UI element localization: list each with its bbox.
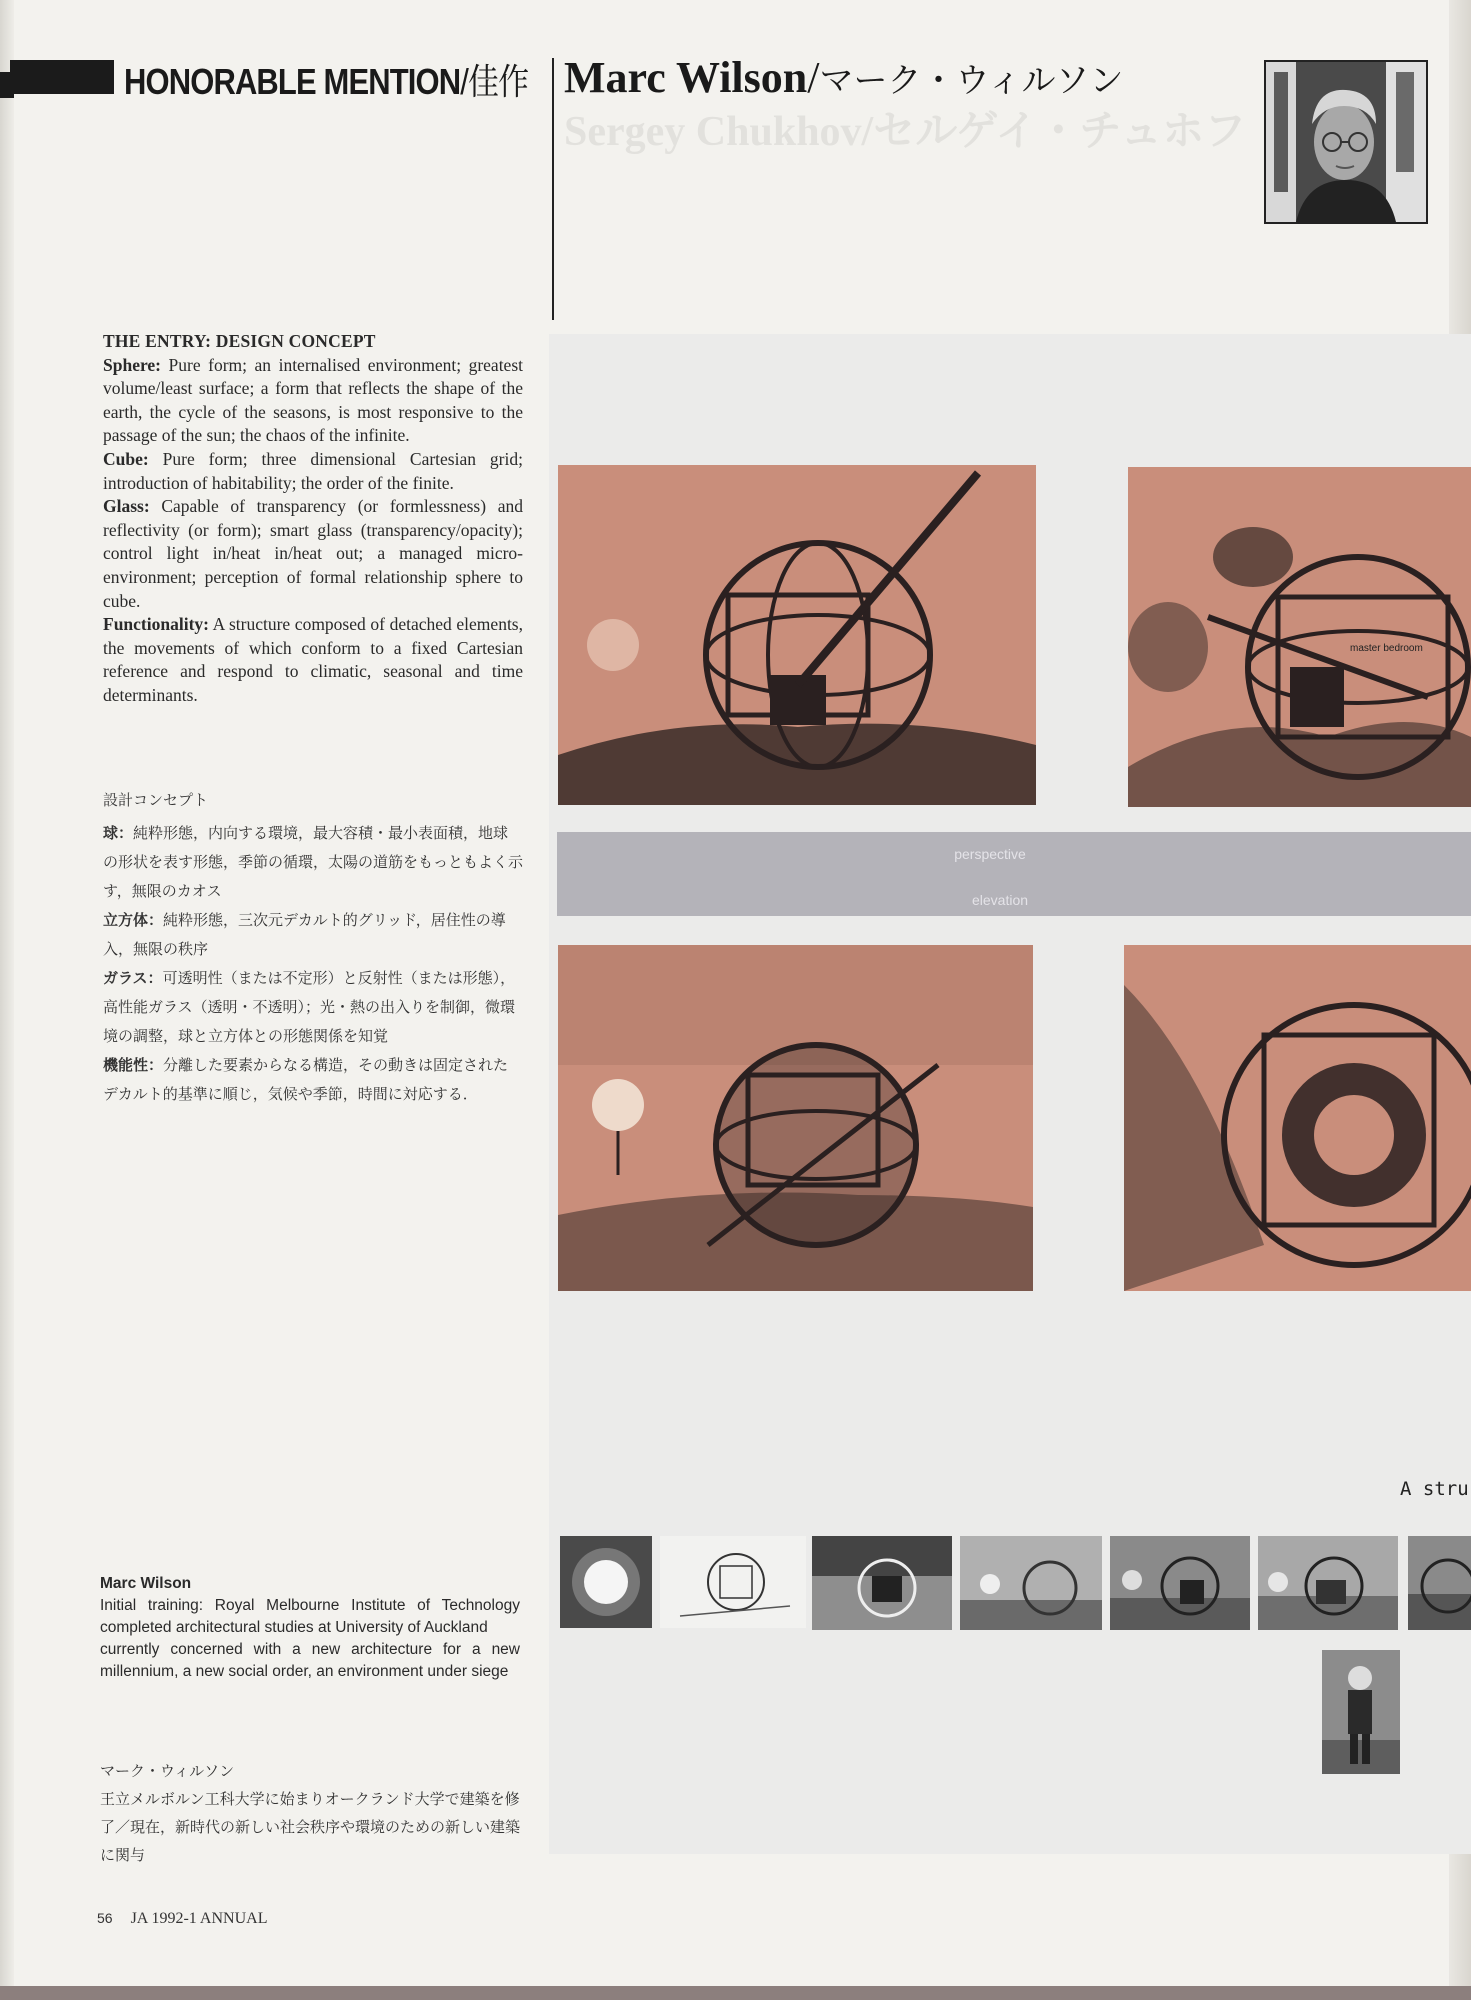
thumb-person	[1322, 1650, 1400, 1774]
concept-jp-text: 純粋形態，内向する環境，最大容積・最小表面積，地球の形状を表す形態，季節の循環，太陽の道筋をもっともよく示す，無限のカオス	[103, 824, 524, 900]
header-black-bar	[10, 60, 114, 94]
label-perspective: perspective	[954, 846, 1026, 862]
award-jp: 佳作	[468, 61, 529, 102]
page-binding-edge	[0, 0, 14, 2000]
bio-training: Initial training: Royal Melbourne Institute of Technology completed architectural studies at University of Auckland	[100, 1597, 520, 1636]
author-bio-en	[100, 1573, 520, 1683]
concept-term: Functionality:	[103, 614, 209, 635]
concept-jp-term: 機能性：	[103, 1056, 164, 1074]
concept-text: Pure form; three dimensional Cartesian grid; introduction of habitability; the order of the finite.	[103, 448, 523, 493]
page-bottom-edge	[0, 1986, 1471, 2000]
author-separator: /	[807, 53, 820, 102]
concept-jp-term: 立方体：	[103, 911, 164, 929]
page-folio	[97, 1910, 267, 1928]
thumb-photo-1	[812, 1536, 952, 1630]
author-jp: マーク・ウィルソン	[819, 61, 1124, 101]
concept-jp-text: 分離した要素からなる構造，その動きは固定されたデカルト的基準に順じ，気候や季節，時間に対応する．	[103, 1056, 509, 1103]
design-concept-en	[103, 330, 523, 708]
concept-jp-cube	[103, 906, 523, 964]
author-title	[564, 52, 1123, 103]
thumb-sun	[560, 1536, 652, 1628]
concept-text: A structure composed of detached elements, the movements of which conform to a fixed Cartesian reference and respond to climatic, seasonal and time determinants.	[103, 614, 523, 705]
page-number: 56	[97, 1910, 113, 1926]
concept-title: THE ENTRY: DESIGN CONCEPT	[103, 331, 376, 351]
concept-text: Capable of transparency (or formlessness) and reflectivity (or form); smart glass (transparency/opacity); control light in/heat in/heat out; a managed micro-environment; perception of formal relationship sphere to cube.	[103, 496, 523, 611]
award-separator: /	[460, 61, 469, 102]
concept-jp-sphere	[103, 819, 523, 906]
elevation-photo-2	[1124, 945, 1471, 1291]
publication-name: JA 1992-1 ANNUAL	[130, 1910, 268, 1927]
bio-current: currently concerned with a new architecture for a new millennium, a new social order, an environment under siege	[100, 1641, 520, 1680]
elevation-photo-1	[558, 945, 1033, 1291]
thumb-sketch	[660, 1536, 806, 1628]
bio-jp-text: 王立メルボルン工科大学に始まりオークランド大学で建築を修了／現在，新時代の新しい社会秩序や環境のための新しい建築に関与	[100, 1790, 521, 1864]
perspective-photo-1	[558, 465, 1036, 805]
concept-jp-text: 純粋形態，三次元デカルト的グリッド，居住性の導入，無限の秩序	[103, 911, 506, 958]
award-en: HONORABLE MENTION	[124, 61, 461, 102]
author-bio-jp	[100, 1757, 525, 1869]
concept-term: Sphere:	[103, 354, 162, 375]
board-caption-fragment: A stru	[1400, 1478, 1469, 1500]
show-through-text: Sergey Chukhov/セルゲイ・チュホフ	[564, 109, 1247, 155]
perspective-photo-2	[1128, 467, 1471, 807]
award-title	[124, 54, 528, 105]
header-divider	[552, 58, 554, 320]
concept-jp-text: 可透明性（または不定形）と反射性（または形態），高性能ガラス（透明・不透明）；光・熱の出入りを制御，微環境の調整，球と立方体との形態関係を知覚	[103, 969, 516, 1045]
author-portrait	[1264, 60, 1428, 224]
concept-sphere	[103, 354, 523, 448]
concept-glass	[103, 495, 523, 613]
concept-functionality	[103, 613, 523, 707]
concept-jp-glass	[103, 964, 523, 1051]
concept-cube	[103, 448, 523, 495]
design-concept-jp	[103, 786, 523, 1109]
concept-jp-term: 球：	[103, 824, 134, 842]
concept-jp-functionality	[103, 1051, 523, 1109]
thumb-photo-2	[960, 1536, 1102, 1630]
concept-jp-term: ガラス：	[103, 969, 163, 987]
thumb-photo-4	[1258, 1536, 1398, 1630]
concept-term: Cube:	[103, 448, 149, 469]
author-en: Marc Wilson	[564, 53, 808, 102]
bio-jp-name: マーク・ウィルソン	[100, 1762, 235, 1780]
bio-name: Marc Wilson	[100, 1575, 192, 1592]
label-elevation: elevation	[971, 892, 1029, 908]
thumb-photo-3	[1110, 1536, 1250, 1630]
thumb-photo-5	[1408, 1536, 1471, 1630]
photo-room-label: master bedroom	[1350, 643, 1423, 654]
concept-jp-title: 設計コンセプト	[103, 791, 209, 809]
concept-text: Pure form; an internalised environment; greatest volume/least surface; a form that reflects the shape of the earth, the cycle of the seasons, is most responsive to the passage of the sun; the chaos of the infinite.	[103, 354, 523, 446]
concept-term: Glass:	[103, 496, 150, 517]
